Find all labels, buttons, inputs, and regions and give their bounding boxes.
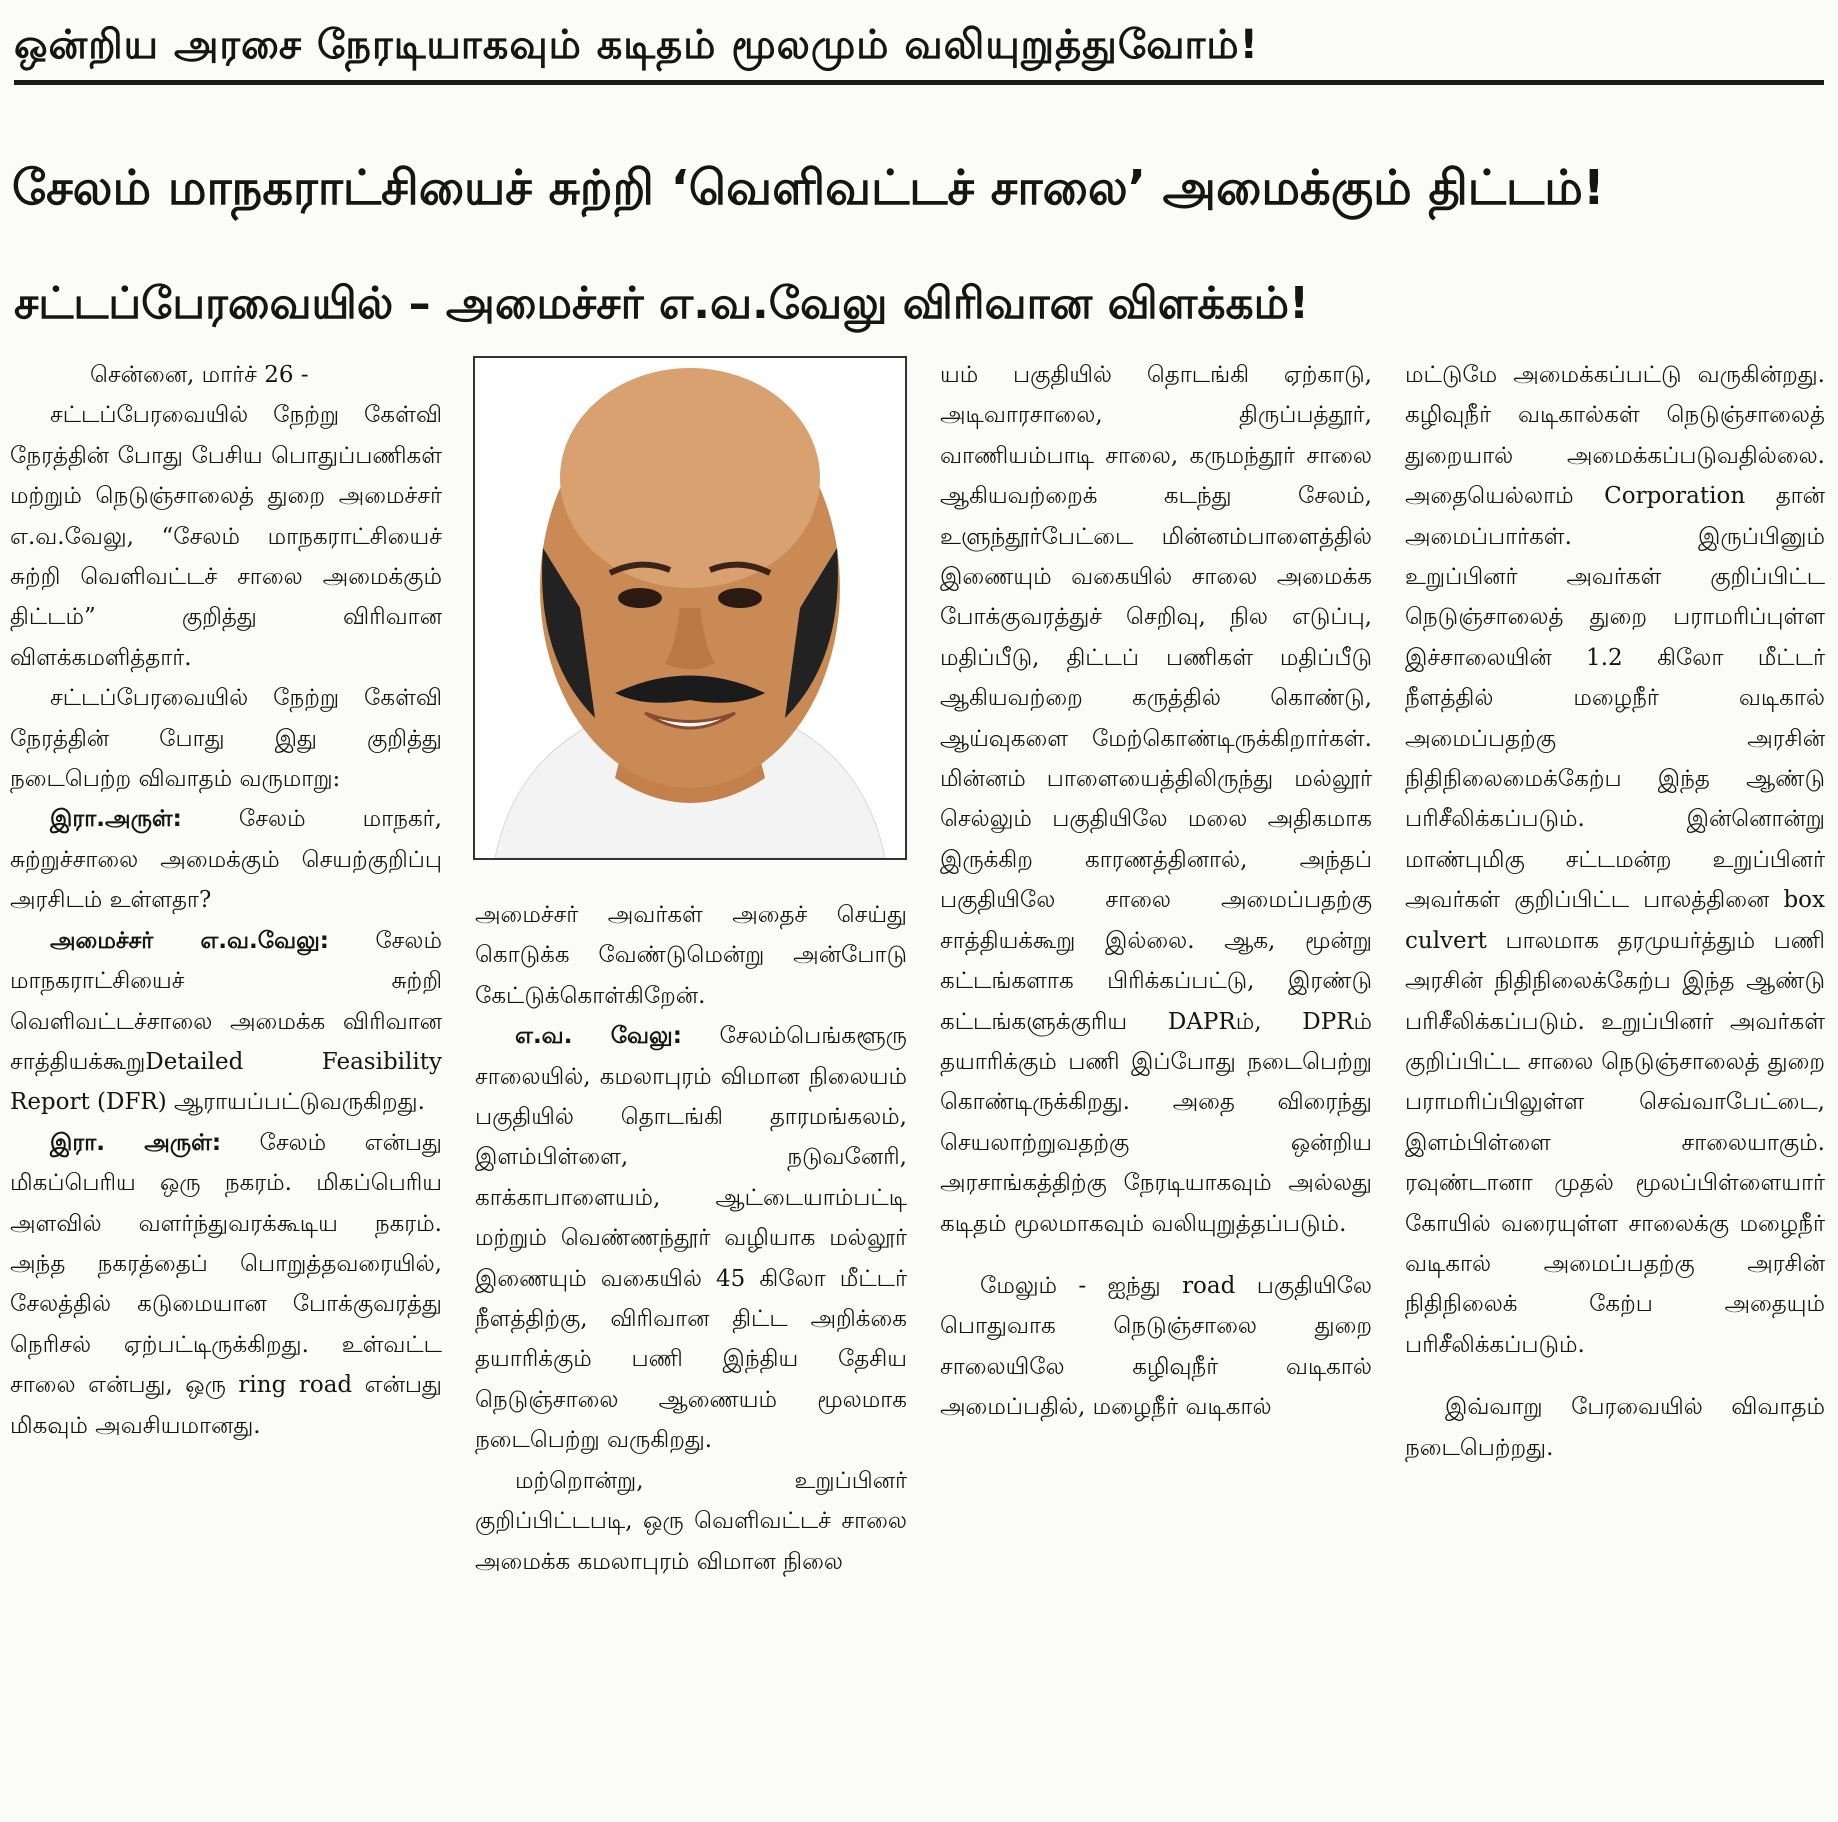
dateline: சென்னை, மார்ச் 26 - xyxy=(90,362,309,388)
speech-text: சேலம் மாநகராட்சியைச் சுற்றி வெளிவட்டச்சாலை அமைக்க விரிவான சாத்தியக்கூறுDetailed Feasibility Report (DFR) ஆராயப்பட்டுவருகிறது. xyxy=(10,927,442,1116)
speech-text: சேலம் என்பது மிகப்பெரிய ஒரு நகரம். மிகப்பெரிய அளவில் வளர்ந்துவரக்கூடிய நகரம். அந்த நகரத்தைப் பொறுத்தவரையில், சேலத்தில் கடுமையான போக்குவரத்து நெரிசல் ஏற்பட்டிருக்கிறது. உள்வட்ட சாலை என்பது, ஒரு ring road என்பது மிகவும் அவசியமானது. xyxy=(10,1129,442,1439)
speaker-name: அமைச்சர் எ.வ.வேலு: xyxy=(50,927,330,954)
article-column-2 xyxy=(475,895,907,1817)
qa-paragraph xyxy=(10,1123,442,1446)
article-column-3 xyxy=(940,355,1372,1817)
article-column-4 xyxy=(1405,355,1825,1817)
speaker-name: எ.வ. வேலு: xyxy=(515,1023,682,1050)
qa-paragraph xyxy=(10,799,442,920)
paragraph: அமைச்சர் அவர்கள் அதைச் செய்து கொடுக்க வேண்டுமென்று அன்போடு கேட்டுக்கொள்கிறேன். xyxy=(475,902,907,1009)
article-column-1 xyxy=(10,355,442,1817)
paragraph: மேலும் - ஐந்து road பகுதியிலே பொதுவாக நெடுஞ்சாலை துறை சாலையிலே கழிவுநீர் வடிகால் அமைப்பதில், மழைநீர் வடிகால் xyxy=(940,1272,1372,1421)
kicker-headline: ஒன்றிய அரசை நேரடியாகவும் கடிதம் மூலமும் வலியுறுத்துவோம்! xyxy=(14,10,1824,85)
qa-paragraph xyxy=(475,1016,907,1460)
minister-portrait-photo xyxy=(473,356,907,860)
sub-headline: சட்டப்பேரவையில் – அமைச்சர் எ.வ.வேலு விரிவான விளக்கம்! xyxy=(14,278,1310,329)
paragraph: யம் பகுதியில் தொடங்கி ஏற்காடு, அடிவாரசாலை, திருப்பத்தூர், வாணியம்பாடி சாலை, கருமந்தூர் சாலை ஆகியவற்றைக் கடந்து சேலம், உளுந்தூர்பேட்டை மின்னம்பாளைத்தில் இணையும் வகையில் சாலை அமைக்க போக்குவரத்துச் செறிவு, நில எடுப்பு, மதிப்பீடு, திட்டப் பணிகள் மதிப்பீடு ஆகியவற்றை கருத்தில் கொண்டு, ஆய்வுகளை மேற்கொண்டிருக்கிறார்கள். மின்னம் பாளையைத்திலிருந்து மல்லூர் செல்லும் பகுதியிலே மலை அதிகமாக இருக்கிற காரணத்தினால், அந்தப் பகுதியிலே சாலை அமைப்பதற்கு சாத்தியக்கூறு இல்லை. ஆக, மூன்று கட்டங்களாக பிரிக்கப்பட்டு, இரண்டு கட்டங்களுக்குரிய DAPRம், DPRம் தயாரிக்கும் பணி இப்போது நடைபெற்று கொண்டிருக்கிறது. அதை விரைந்து செயலாற்றுவதற்கு ஒன்றிய அரசாங்கத்திற்கு நேரடியாகவும் அல்லது கடிதம் மூலமாகவும் வலியுறுத்தப்படும். xyxy=(940,362,1372,1237)
speaker-name: இரா.அருள்: xyxy=(50,806,182,833)
paragraph: மற்றொன்று, உறுப்பினர் குறிப்பிட்டபடி, ஒரு வெளிவட்டச் சாலை அமைக்க கமலாபுரம் விமான நிலை xyxy=(475,1467,907,1575)
main-headline: சேலம் மாநகராட்சியைச் சுற்றி ‘வெளிவட்டச் சாலை’ அமைக்கும் திட்டம்! xyxy=(12,160,1605,216)
portrait-illustration xyxy=(475,358,905,858)
qa-paragraph xyxy=(10,921,442,1123)
closing-paragraph: இவ்வாறு பேரவையில் விவாதம் நடைபெற்றது. xyxy=(1405,1394,1825,1461)
speaker-name: இரா. அருள்: xyxy=(50,1129,222,1156)
paragraph: சட்டப்பேரவையில் நேற்று கேள்வி நேரத்தின் போது பேசிய பொதுப்பணிகள் மற்றும் நெடுஞ்சாலைத் துறை அமைச்சர் எ.வ.வேலு, “சேலம் மாநகராட்சியைச் சுற்றி வெளிவட்டச் சாலை அமைக்கும் திட்டம்” குறித்து விரிவான விளக்கமளித்தார். xyxy=(10,402,442,671)
speech-text: சேலம் மாநகர், சுற்றுச்சாலை அமைக்கும் செயற்குறிப்பு அரசிடம் உள்ளதா? xyxy=(10,806,442,914)
speech-text: சேலம்பெங்களூரு சாலையில், கமலாபுரம் விமான நிலையம் பகுதியில் தொடங்கி தாரமங்கலம், இளம்பிள்ளை, நடுவனேரி, காக்காபாளையம், ஆட்டையாம்பட்டி மற்றும் வெண்ணந்தூர் வழியாக மல்லூர் இணையும் வகையில் 45 கிலோ மீட்டர் நீளத்திற்கு, விரிவான திட்ட அறிக்கை தயாரிக்கும் பணி இந்திய தேசிய நெடுஞ்சாலை ஆணையம் மூலமாக நடைபெற்று வருகிறது. xyxy=(475,1023,907,1454)
paragraph: மட்டுமே அமைக்கப்பட்டு வருகின்றது. கழிவுநீர் வடிகால்கள் நெடுஞ்சாலைத் துறையால் அமைக்கப்படுவதில்லை. அதையெல்லாம் Corporation தான் அமைப்பார்கள். இருப்பினும் உறுப்பினர் அவர்கள் குறிப்பிட்ட நெடுஞ்சாலைத் துறை பராமரிப்புள்ள இச்சாலையின் 1.2 கிலோ மீட்டர் நீளத்தில் மழைநீர் வடிகால் அமைப்பதற்கு அரசின் நிதிநிலைமைக்கேற்ப இந்த ஆண்டு பரிசீலிக்கப்படும். இன்னொன்று மாண்புமிகு சட்டமன்ற உறுப்பினர் அவர்கள் குறிப்பிட்ட பாலத்தினை box culvert பாலமாக தரமுயர்த்தும் பணி அரசின் நிதிநிலைக்கேற்ப இந்த ஆண்டு பரிசீலிக்கப்படும். உறுப்பினர் அவர்கள் குறிப்பிட்ட சாலை நெடுஞ்சாலைத் துறை பராமரிப்பிலுள்ள செவ்வாபேட்டை, இளம்பிள்ளை சாலையாகும். ரவுண்டானா முதல் மூலப்பிள்ளையார் கோயில் வரையுள்ள சாலைக்கு மழைநீர் வடிகால் அமைப்பதற்கு அரசின் நிதிநிலைக் கேற்ப அதையும் பரிசீலிக்கப்படும். xyxy=(1405,362,1825,1358)
paragraph: சட்டப்பேரவையில் நேற்று கேள்வி நேரத்தின் போது இது குறித்து நடைபெற்ற விவாதம் வருமாறு: xyxy=(10,685,442,793)
